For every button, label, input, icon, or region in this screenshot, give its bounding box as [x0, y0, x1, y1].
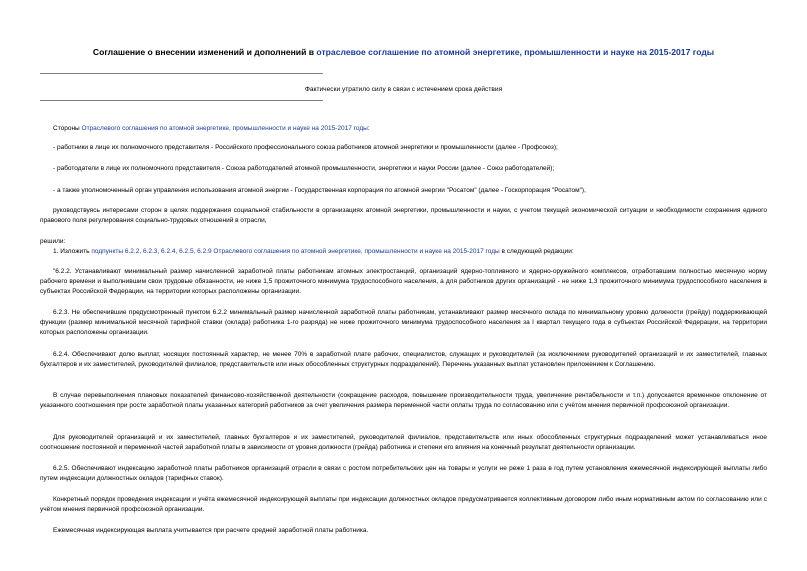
clause-6-2-3-text: 6.2.3. Не обеспечившие предусмотренный пунктом 6.2.2 минимальный размер начисленной заработной платы работникам, устанавливают размер месячного оклада по минимальному уровню должности (грейду) поддерживающей функции (размер минимальной месячной тарифной ставки (оклада) работника 1-го разряда) не ниже прожиточного минимума трудоспособного населения за I квартал текущего года в субъектах Российской Федерации, на территории которых расположены организации. — [40, 309, 767, 336]
clause-6-2-2-text: "6.2.2. Устанавливают минимальный размер начисленной заработной платы работникам атомных электростанций, организаций ядерно-топливного и ядерно-оружейного комплексов, отработавшим полностью месячную норму рабочего времени и выполнившим свои трудовые обязанности, не ниже 1,5 прожиточного минимума трудоспособного населения, а для работников других организаций - не ниже 1,3 прожиточного минимума трудоспособного населения в субъектах Российской Федерации, на территории которых расположены организации. — [40, 268, 767, 295]
decided-label: решили: — [40, 238, 66, 245]
procedure-paragraph — [40, 495, 767, 515]
title-link[interactable]: отраслевое соглашение по атомной энергетике, промышленности и науке на 2015-2017 годы — [316, 47, 715, 57]
party-workers: - работники в лице их полномочного представителя - Российского профессионального союза работников атомной энергетики и промышленности (далее - Профсоюз); — [53, 144, 558, 151]
parties-intro-suffix: : — [367, 125, 370, 132]
clause-6-2-4 — [40, 350, 767, 370]
clause-6-2-3 — [40, 308, 767, 338]
overfulfilment-text: В случае перевыполнения плановых показателей финансово-хозяйственной деятельности (сокращение расходов, повышение производительности труда, увеличение рентабельности и т.п.) допускается временное отклонение от указанного соотношения при росте заработной платы указанных категорий работников за счет увеличения размера переменной части оплаты труда по согласованию или с учётом мнения первичной профсоюзной организации. — [40, 392, 767, 409]
procedure-text: Конкретный порядок проведения индексации и учёта ежемесячной индексирующей выплаты при индексации должностных окладов предусматривается коллективным договором либо иным нормативным актом по согласованию или с учётом мнения первичной профсоюзной организации. — [40, 496, 767, 513]
party-rosatom: - а также уполномоченный орган управления использования атомной энергии - Государственная корпорация по атомной энергии "Росатом" (далее - Госкорпорация "Росатом"), — [53, 187, 586, 194]
guided-paragraph — [40, 206, 767, 226]
parties-intro — [53, 124, 767, 134]
clause-6-2-5 — [40, 464, 767, 484]
clause-6-2-4-text: 6.2.4. Обеспечивают долю выплат, носящих постоянный характер, не менее 70% в заработной плате рабочих, специалистов, служащих и руководителей (за исключением руководителей организаций и их заместителей, главных бухгалтеров и их заместителей, руководителей филиалов, представительств или иных обособленных структурных подразделений). Перечень указанных выплат установлен приложением к Соглашению. — [40, 351, 767, 368]
item-1-prefix: 1. Изложить — [53, 248, 92, 255]
divider-top — [40, 73, 323, 74]
item-1 — [53, 247, 767, 257]
party-employers: - работодатели в лице их полномочного представителя - Союза работодателей атомной промышленности, энергетики и науки России (далее - Союз работодателей); — [53, 165, 555, 172]
managers-text: Для руководителей организаций и их заместителей, главных бухгалтеров и их заместителей, руководителей филиалов, представительств или иных обособленных структурных подразделений может устанавливаться иное соотношение постоянной и переменной частей заработной платы в зависимости от уровня должности (грейда) работника и степени его влияния на конечный результат деятельности организации. — [40, 434, 767, 451]
agreement-link[interactable]: Отраслевого соглашения по атомной энергетике, промышленности и науке на 2015-2017 годы — [81, 125, 368, 132]
managers-paragraph — [40, 433, 767, 453]
divider-bottom — [40, 100, 323, 101]
document-title — [0, 47, 807, 58]
subclauses-link[interactable]: подпункты 6.2.2, 6.2.3, 6.2.4, 6.2.5, 6.2.9 Отраслевого соглашения по атомной энергетике, промышленности и науке на 2015-2017 годы — [91, 248, 500, 255]
guided-text: руководствуясь интересами сторон в целях поддержания социальной стабильности в организациях атомной энергетики, промышленности и науки, с учетом текущей экономической ситуации и необходимости сохранения единого правового поля регулирования социально-трудовых отношений в отрасли, — [40, 207, 767, 224]
status-note: Фактически утратило силу в связи с истечением срока действия — [304, 86, 503, 93]
overfulfilment-paragraph — [40, 391, 767, 411]
title-prefix: Соглашение о внесении изменений и дополнений в — [92, 47, 317, 57]
parties-intro-prefix: Стороны — [53, 125, 82, 132]
monthly-payment-paragraph: Ежемесячная индексирующая выплата учитывается при расчете средней заработной платы работника. — [53, 527, 369, 534]
item-1-suffix: в следующей редакции: — [499, 248, 574, 255]
clause-6-2-5-text: 6.2.5. Обеспечивают индексацию заработной платы работников организаций отрасли в связи с ростом потребительских цен на товары и услуги не реже 1 раза в год путем установления ежемесячной индексирующей выплаты либо путем индексации должностных окладов (тарифных ставок). — [40, 465, 767, 482]
clause-6-2-2 — [40, 267, 767, 297]
